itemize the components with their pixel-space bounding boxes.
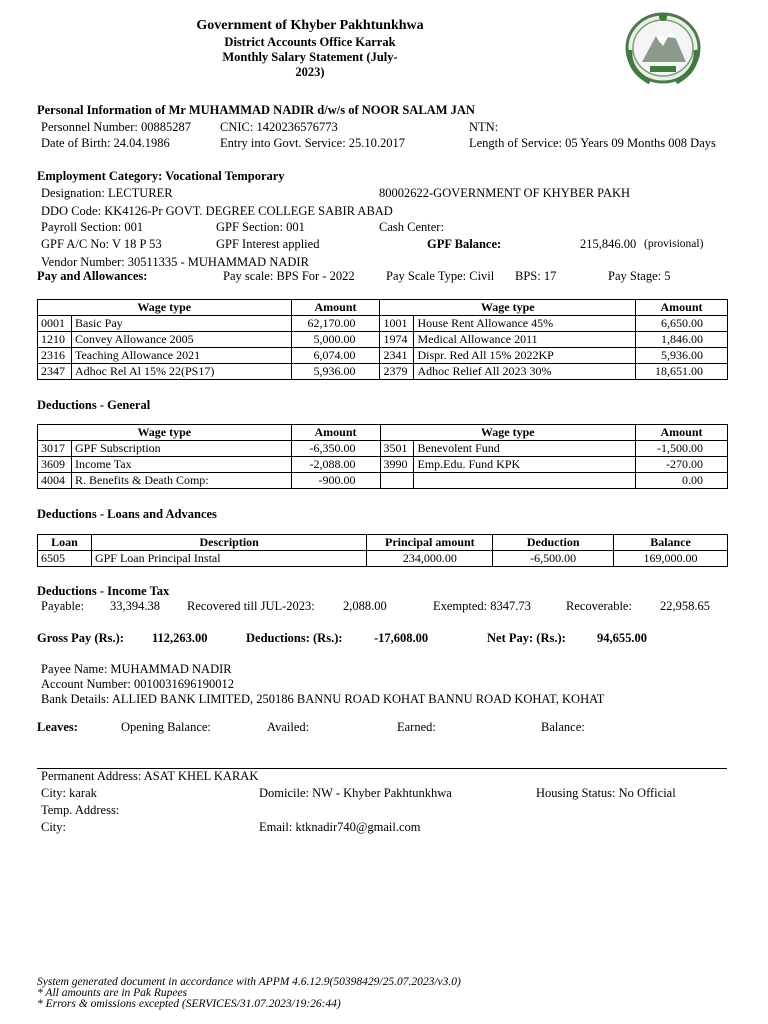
header-statement-year: 2023)	[295, 65, 325, 79]
city: City: karak	[41, 786, 97, 800]
amount: -6,350.00	[291, 441, 380, 457]
recovered-label: Recovered till JUL-2023:	[187, 599, 315, 613]
gross-pay-label: Gross Pay (Rs.):	[37, 631, 124, 645]
column-header: Wage type	[38, 300, 292, 316]
leaves-opening: Opening Balance:	[121, 720, 211, 734]
bps: BPS: 17	[515, 269, 557, 283]
amount: 0.00	[636, 473, 728, 489]
pay-scale-type: Pay Scale Type: Civil	[386, 269, 495, 283]
gpf-account: GPF A/C No: V 18 P 53	[41, 237, 162, 251]
length-of-service: Length of Service: 05 Years 09 Months 008 Days	[469, 136, 716, 150]
wage-code: 2379	[380, 364, 414, 380]
wage-code: 3990	[380, 457, 414, 473]
loans-table	[37, 534, 728, 567]
column-header: Description	[91, 535, 366, 551]
gpf-interest: GPF Interest applied	[216, 237, 320, 251]
wage-type: Income Tax	[71, 457, 291, 473]
personal-heading: Personal Information of Mr MUHAMMAD NADIR d/w/s of NOOR SALAM JAN	[37, 103, 475, 117]
loans-heading: Deductions - Loans and Advances	[37, 507, 217, 521]
wage-code: 3017	[38, 441, 72, 457]
employment-heading: Employment Category: Vocational Temporary	[37, 169, 285, 183]
vendor-number: Vendor Number: 30511335 - MUHAMMAD NADIR	[41, 255, 309, 269]
column-header: Wage type	[380, 425, 636, 441]
amount: 18,651.00	[636, 364, 728, 380]
footer-currency-note: * All amounts are in Pak Rupees	[37, 987, 188, 999]
temp-city: City:	[41, 820, 67, 834]
leaves-balance: Balance:	[541, 720, 585, 734]
loan-deduction: -6,500.00	[493, 551, 614, 567]
domicile: Domicile: NW - Khyber Pakhtunkhwa	[259, 786, 452, 800]
footer-system-note: System generated document in accordance with APPM 4.6.12.9(50398429/25.07.2023/v3.0)	[37, 976, 461, 988]
amount: 5,936.00	[636, 348, 728, 364]
column-header: Wage type	[38, 425, 292, 441]
leaves-heading: Leaves:	[37, 720, 78, 734]
wage-type: Medical Allowance 2011	[414, 332, 636, 348]
wage-type: Convey Allowance 2005	[71, 332, 291, 348]
net-pay-label: Net Pay: (Rs.):	[487, 631, 566, 645]
wage-type	[414, 473, 636, 489]
pay-heading: Pay and Allowances:	[37, 269, 148, 283]
recoverable-label: Recoverable:	[566, 599, 632, 613]
deductions-general-heading: Deductions - General	[37, 398, 151, 412]
loan-description: GPF Loan Principal Instal	[91, 551, 366, 567]
table-row	[38, 332, 728, 348]
column-header: Wage type	[380, 300, 636, 316]
income-tax-heading: Deductions - Income Tax	[37, 584, 170, 598]
leaves-availed: Availed:	[267, 720, 310, 734]
cnic: CNIC: 1420236576773	[220, 120, 338, 134]
table-row	[38, 457, 728, 473]
payroll-section: Payroll Section: 001	[41, 220, 144, 234]
leaves-earned: Earned:	[397, 720, 436, 734]
recoverable-value: 22,958.65	[660, 599, 710, 613]
payee-name: Payee Name: MUHAMMAD NADIR	[41, 662, 232, 676]
wage-code: 3609	[38, 457, 72, 473]
principal-amount: 234,000.00	[367, 551, 493, 567]
wage-type: Adhoc Relief All 2023 30%	[414, 364, 636, 380]
net-pay-value: 94,655.00	[597, 631, 647, 645]
deductions-value: -17,608.00	[374, 631, 429, 645]
wage-code: 4004	[38, 473, 72, 489]
ddo-code: DDO Code: KK4126-Pr GOVT. DEGREE COLLEGE SABIR ABAD	[41, 204, 393, 218]
wage-type: House Rent Allowance 45%	[414, 316, 636, 332]
column-header: Amount	[636, 300, 728, 316]
wage-code: 0001	[38, 316, 72, 332]
wage-type: Benevolent Fund	[414, 441, 636, 457]
column-header: Amount	[291, 300, 380, 316]
table-row	[38, 316, 728, 332]
amount: 62,170.00	[291, 316, 380, 332]
housing-status: Housing Status: No Official	[536, 786, 676, 800]
email: Email: ktknadir740@gmail.com	[259, 820, 421, 834]
column-header: Amount	[636, 425, 728, 441]
wage-code: 2316	[38, 348, 72, 364]
table-row	[38, 551, 728, 567]
gpf-section: GPF Section: 001	[216, 220, 305, 234]
table-row	[38, 364, 728, 380]
column-header: Deduction	[493, 535, 614, 551]
table-row	[38, 473, 728, 489]
gpf-balance-value: 215,846.00	[580, 237, 637, 251]
wage-code	[380, 473, 414, 489]
footer-errors-note: * Errors & omissions excepted (SERVICES/31.07.2023/19:26:44)	[37, 998, 341, 1010]
amount: -900.00	[291, 473, 380, 489]
header-office: District Accounts Office Karrak	[224, 35, 396, 49]
amount: 1,846.00	[636, 332, 728, 348]
loan-balance: 169,000.00	[614, 551, 728, 567]
wage-code: 2341	[380, 348, 414, 364]
cash-center: Cash Center:	[379, 220, 444, 234]
designation: Designation: LECTURER	[41, 186, 173, 200]
date-of-birth: Date of Birth: 24.04.1986	[41, 136, 170, 150]
gross-pay-value: 112,263.00	[152, 631, 208, 645]
wage-code: 1001	[380, 316, 414, 332]
amount: -2,088.00	[291, 457, 380, 473]
khyber-pakhtunkhwa-emblem-icon	[620, 8, 706, 88]
deductions-label: Deductions: (Rs.):	[246, 631, 343, 645]
pay-scale: Pay scale: BPS For - 2022	[223, 269, 355, 283]
wage-type: Basic Pay	[71, 316, 291, 332]
temp-address: Temp. Address:	[41, 803, 120, 817]
payable-label: Payable:	[41, 599, 85, 613]
table-row	[38, 348, 728, 364]
header-title: Government of Khyber Pakhtunkhwa	[196, 18, 424, 33]
deductions-general-table	[37, 424, 728, 489]
pay-stage: Pay Stage: 5	[608, 269, 671, 283]
table-row	[38, 441, 728, 457]
account-number: Account Number: 0010031696190012	[41, 677, 235, 691]
wage-code: 1974	[380, 332, 414, 348]
column-header: Amount	[291, 425, 380, 441]
amount: 6,650.00	[636, 316, 728, 332]
payable-value: 33,394.38	[110, 599, 160, 613]
bank-details: Bank Details: ALLIED BANK LIMITED, 250186 BANNU ROAD KOHAT BANNU ROAD KOHAT, KOHAT	[41, 692, 605, 706]
recovered-value: 2,088.00	[343, 599, 387, 613]
exempted: Exempted: 8347.73	[433, 599, 531, 613]
wage-code: 2347	[38, 364, 72, 380]
column-header: Loan	[38, 535, 92, 551]
column-header: Principal amount	[367, 535, 493, 551]
loan-code: 6505	[38, 551, 92, 567]
department: 80002622-GOVERNMENT OF KHYBER PAKH	[379, 186, 631, 200]
wage-type: Adhoc Rel Al 15% 22(PS17)	[71, 364, 291, 380]
gpf-balance-note: (provisional)	[644, 238, 704, 250]
column-header: Balance	[614, 535, 728, 551]
gpf-balance-label: GPF Balance:	[427, 237, 502, 251]
wage-type: Emp.Edu. Fund KPK	[414, 457, 636, 473]
wage-code: 1210	[38, 332, 72, 348]
personnel-number: Personnel Number: 00885287	[41, 120, 191, 134]
entry-into-service: Entry into Govt. Service: 25.10.2017	[220, 136, 406, 150]
amount: -1,500.00	[636, 441, 728, 457]
amount: 5,936.00	[291, 364, 380, 380]
wage-type: GPF Subscription	[71, 441, 291, 457]
amount: 6,074.00	[291, 348, 380, 364]
wage-type: Teaching Allowance 2021	[71, 348, 291, 364]
permanent-address: Permanent Address: ASAT KHEL KARAK	[41, 769, 259, 783]
pay-allowances-table	[37, 299, 728, 380]
amount: 5,000.00	[291, 332, 380, 348]
wage-type: Dispr. Red All 15% 2022KP	[414, 348, 636, 364]
wage-code: 3501	[380, 441, 414, 457]
wage-type: R. Benefits & Death Comp:	[71, 473, 291, 489]
ntn: NTN:	[469, 120, 499, 134]
header-statement: Monthly Salary Statement (July-	[222, 50, 398, 64]
amount: -270.00	[636, 457, 728, 473]
